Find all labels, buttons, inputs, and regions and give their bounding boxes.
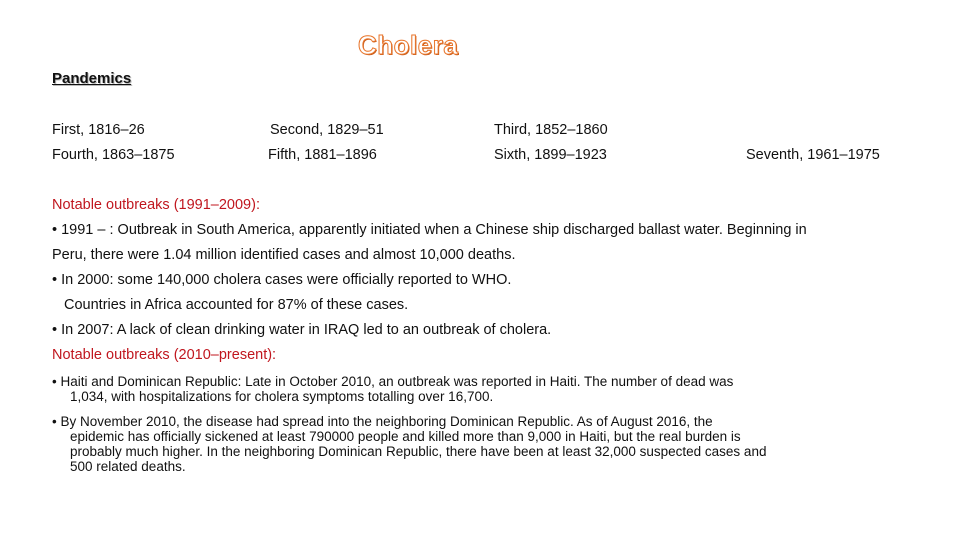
- haiti-bullet-line2: 1,034, with hospitalizations for cholera symptoms totalling over 16,700.: [70, 389, 494, 404]
- slide-title: Cholera: [358, 30, 459, 60]
- pandemic-third: Third, 1852–1860: [494, 122, 608, 138]
- outbreak-2000-line: • In 2000: some 140,000 cholera cases were officially reported to WHO.: [52, 272, 512, 288]
- pandemic-second: Second, 1829–51: [270, 122, 384, 138]
- pandemics-subheading: Pandemics: [52, 70, 132, 87]
- outbreak-1991-peru-line: Peru, there were 1.04 million identified cases and almost 10,000 deaths.: [52, 247, 516, 263]
- pandemic-seventh: Seventh, 1961–1975: [746, 147, 880, 163]
- dominican-bullet-line3: probably much higher. In the neighboring Dominican Republic, there have been at least 32,000 suspected cases and: [70, 444, 767, 459]
- outbreak-2007-line: • In 2007: A lack of clean drinking water in IRAQ led to an outbreak of cholera.: [52, 322, 552, 338]
- pandemic-sixth: Sixth, 1899–1923: [494, 147, 607, 163]
- haiti-bullet-line1: • Haiti and Dominican Republic: Late in October 2010, an outbreak was reported in Haiti. The number of dead was: [52, 374, 734, 389]
- dominican-bullet-line4: 500 related deaths.: [70, 459, 186, 474]
- outbreak-1991-line: • 1991 – : Outbreak in South America, apparently initiated when a Chinese ship discharged ballast water. Beginning in: [52, 222, 807, 238]
- dominican-bullet-line1: • By November 2010, the disease had spread into the neighboring Dominican Republic. As of August 2016, the: [52, 414, 713, 429]
- dominican-bullet-line2: epidemic has officially sickened at least 790000 people and killed more than 9,000 in Haiti, but the real burden is: [70, 429, 741, 444]
- pandemic-fifth: Fifth, 1881–1896: [268, 147, 377, 163]
- pandemic-fourth: Fourth, 1863–1875: [52, 147, 175, 163]
- pandemic-first: First, 1816–26: [52, 122, 145, 138]
- outbreaks-1991-heading: Notable outbreaks (1991–2009):: [52, 197, 260, 213]
- outbreaks-2010-heading: Notable outbreaks (2010–present):: [52, 347, 277, 363]
- outbreak-2000-africa-line: Countries in Africa accounted for 87% of these cases.: [64, 297, 409, 313]
